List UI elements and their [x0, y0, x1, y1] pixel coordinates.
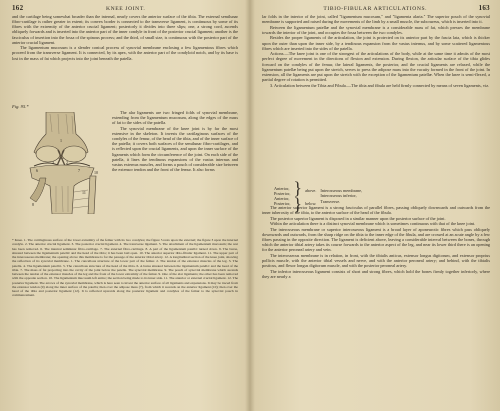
brace-glyph: } — [293, 178, 303, 198]
svg-text:10: 10 — [94, 170, 98, 175]
svg-text:1: 1 — [60, 138, 62, 143]
ligament-column-mid — [305, 186, 316, 206]
paragraph: The inferior interosseous ligament consists of short and strong fibres, which hold the bones firmly together inferiorly, where they are nearly a — [262, 268, 490, 279]
table-cell: Anterior, — [274, 196, 290, 201]
right-page — [250, 0, 500, 411]
table-cell: Interosseous membrane, — [320, 188, 363, 194]
right-body-top — [262, 14, 490, 88]
ligament-column-right — [320, 188, 362, 204]
table-cell: Interosseous inferior, — [320, 193, 357, 199]
paragraph: The posterior superior ligament is disposed in a similar manner upon the posterior surface of the joint. — [270, 215, 446, 221]
ligament-column-left — [274, 186, 290, 207]
brace-glyph: } — [293, 194, 303, 214]
svg-text:2: 2 — [66, 160, 68, 165]
svg-text:8: 8 — [32, 202, 34, 207]
svg-text:7: 7 — [78, 168, 80, 173]
figure-caption — [12, 238, 238, 298]
table-cell: above. — [305, 187, 317, 193]
running-title-right: TIBIO-FIBULAR ARTICULATIONS. — [323, 6, 428, 12]
table-cell: below. — [305, 201, 317, 206]
right-body-after — [262, 205, 490, 280]
running-head-left — [12, 4, 238, 12]
table-cell: Posterior, — [274, 201, 291, 207]
paragraph: Besides the proper ligaments of the articulation, the joint is protected on its anterior part by the fascia lata, which is thicker upon the outer than upon the inner side, by a tendinous expansion from the vastus internus, and by some scattered ligamentous fibres which are inserted into the sides of the patella. — [262, 35, 490, 51]
paragraph: The ligamentum mucosum is a slender conical process of synovial membrane enclosing a few ligamentous fibres which proceed from the transverse ligament. It is connected, by its apex, with the anterior part of the condyloid notch, and by its base is lost in the mass of fat which projects into the joint beneath the patella. — [12, 45, 238, 61]
knee-joint-illustration — [16, 112, 106, 214]
paragraph: Between the ligamentum patellæ and the synovial membrane is a considerable mass of fat, which presses the membrane towards the interior of the joint, and occupies the fossa between the two condyles. — [262, 24, 490, 35]
paragraph: The alar ligaments are two fringed folds of synovial membrane, extending from the ligamentum mucosum, along the edges of the mass of fat to the sides of the patella. — [112, 110, 238, 126]
paragraph: and the cartilage being somewhat broader than the internal, nearly covers the anterior surface of the tibia. The external semilunar fibro-cartilage is rather greater in extent; its convex border is connected to the transverse ligament, is continuous by some of its fibres with the extremity of the anterior crucial ligament; posteriorly it divides into three slips; one, a strong cord, ascends obliquely forwards and is inserted into the anterior part of the inner condyle in front of the posterior crucial ligament; another is the fasciculus of insertion into the fossa of the spinous process; and the third, of small size, is continuous with the posterior part of the anterior crucial ligament. — [12, 14, 238, 45]
svg-text:6: 6 — [36, 168, 38, 173]
running-head-right — [262, 4, 490, 12]
running-title-left: KNEE JOINT. — [105, 6, 146, 12]
table-cell: Transverse. — [320, 198, 341, 204]
figure-label: Fig. 95.* — [12, 104, 29, 109]
paragraph: Actions.—The knee joint is one of the strongest of the articulations of the body, while at the same time it admits of the most perfect degree of movement in the directions of flexion and extension. During flexion, the articular surface of the tibia glides forward on the condyles of the femur, the lateral ligaments, the posterior, and the crucial ligaments are relaxed, while the ligamentum patellæ being put upon the stretch, serves to press the adipose mass into the vacuity formed in the front of the joint. In extension, all the ligaments are put upon the stretch with the exception of the ligamentum patellæ. When the knee is semi-flexed, a partial degree of rotation is permitted. — [262, 51, 490, 83]
svg-text:3: 3 — [52, 160, 54, 165]
table-cell: Posterior, — [274, 190, 291, 196]
caption-text: * Knee. 1. The cartilaginous surface of the lower extremity of the femur with its two condyles; the figure 5 rests upon the external; the figure 3 upon the internal condyle. 2. The anterior crucial ligament. 3. The posterior crucial ligament. 4. The transverse ligament. 5. The attachment of the ligamentum mucosum; the rest has been removed. 6. The internal semilunar fibro-cartilage. 7. The external fibro-cartilage. 8. A part of the ligamentum patellæ turned down. 9. The bursa, situated between the ligamentum patellæ and the head of the tibia; it has been laid open. 10. The anterior superior tibio-fibular ligament. 11. The upper part of the interosseous membrane; the opening above this membrane is for the passage of the anterior tibial artery. 12. A longitudinal section of the knee joint, showing the reflection of its synovial membrane. 1. The cancellous structure of the lower part of the femur. 2. The tendon of the extensor muscles of the leg. 3. The patella. 4. The ligamentum patellæ. 5. The cancellous structure of the head of the tibia. 6. A bursa situated between the ligamentum patellæ and the head of the tibia. 7. The mass of fat projecting into the cavity of the joint below the patella. The synovial membrane. 9. The pouch of synovial membrane which ascends between the tendon of the extensor muscles of the leg and the front of the lower extremity of the femur. 9. One of the alar ligaments; the other has been removed with the opposite section. 10. The ligamentum mucosum left entire; the section being made to its inner side. 11. The anterior or external crucial ligament. 12. The posterior ligament. The arrows of the synovial membrane, which is here seen to invest the anterior surface of all ligaments and expansions. It may be traced from the extensor tendon (9) along the inner surface of the patella; then over the adipose mass (7), from which it ascends on the anterior ligament (10); then over the head of the tibia and posterior ligament (12). It is reflected upwards along the posterior ligament and condyles of the femur to the synovial pouch in commencement. — [12, 238, 238, 298]
svg-text:11: 11 — [82, 190, 86, 195]
paragraph: The anterior superior ligament is a strong fasciculus of parallel fibres, passing obliquely downwards and outwards from the inner tuberosity of the tibia, to the anterior surface of the head of the fibula. — [262, 205, 490, 216]
paragraph: Within the articulation there is a distinct synovial membrane which is sometimes continuous with that of the knee joint. — [270, 221, 476, 227]
left-body-top — [12, 14, 238, 61]
paragraph: 3. Articulation between the Tibia and Fibula.—The tibia and fibula are held firmly connected by means of seven ligaments, viz. — [270, 82, 490, 88]
page-number-right: 163 — [478, 4, 490, 12]
paragraph: The interosseous membrane is in relation, in front, with the tibialis anticus, extensor longus digitorum, and extensor proprius pollicis muscle, with the anterior tibial vessels and nerve, and with the anterior peroneal artery; and behind, with the tibialis posticus, and flexor longus digitorum muscle, and with the posterior peroneal artery. — [262, 252, 490, 269]
paragraph: lar folds in the interior of the joint, called "ligamentum mucosum," and "ligamenta alaria." The superior pouch of the synovial membrane is supported and raised during the movements of the limb by a small muscle, the subcrureus, which is inserted into it. — [262, 14, 490, 25]
figure-95 — [12, 104, 108, 216]
table-cell: Anterior, — [274, 185, 290, 191]
page-number-left: 162 — [12, 4, 24, 12]
paragraph: The synovial membrane of the knee joint is by far the most extensive in the skeleton. It invests the cartilaginous surfaces of the condyles of the femur, of the head of the tibia, and of the inner surface of the patella; it covers both surfaces of the semilunar fibro-cartilages, and is reflected upon the crucial ligaments, and upon the inner surface of the ligaments which form the circumference of the joint. On each side of the patella, it lines the tendinous expansions of the vastus internus and vastus externus muscles, and forms a pouch of considerable size between the extensor tendon and the front of the femur. It also forms — [112, 125, 238, 173]
left-body-beside-figure — [112, 110, 238, 173]
paragraph: The interosseous membrane or superior interosseous ligament is a broad layer of aponeurotic fibres which pass obliquely downwards and outwards, from the sharp ridge on the tibia to the inner edge of the fibula, and are crossed at an acute angle by a few fibres passing in the opposite direction. The ligament is deficient above, leaving a considerable interval between the bones, through which the anterior tibial artery takes its course forwards to the anterior aspect of the leg, and near its lower third there is an opening for the anterior peroneal artery and vein. — [262, 226, 490, 253]
